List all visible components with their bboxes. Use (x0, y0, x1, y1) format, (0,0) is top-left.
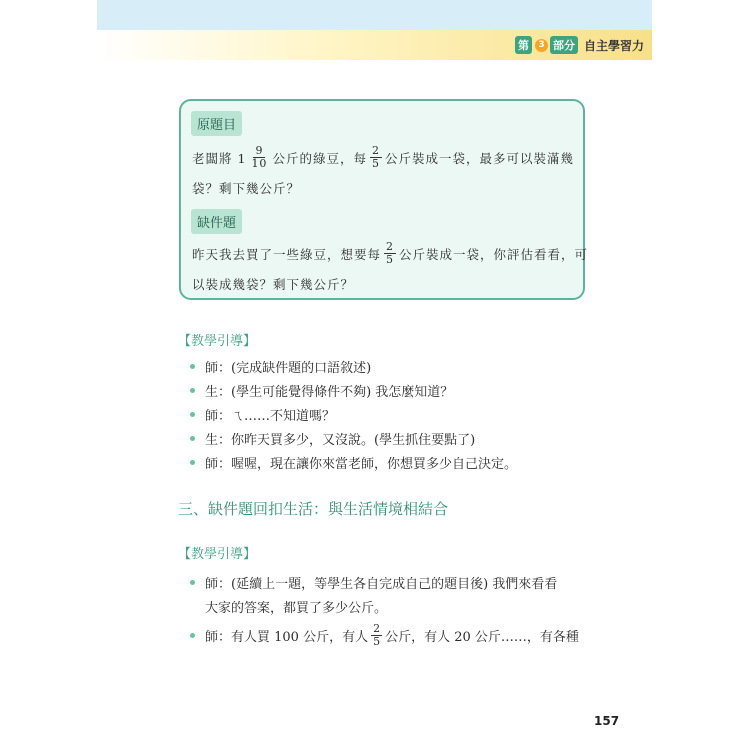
original-problem-line2: 袋？剩下幾公斤？ (192, 181, 301, 196)
bullet-dot (190, 364, 195, 369)
original-text-pre: 老闆將 1 (192, 150, 247, 166)
missing-problem-tag: 缺件題 (191, 209, 242, 234)
fraction-denominator: 10 (251, 157, 268, 170)
fraction-denominator: 5 (371, 157, 380, 170)
fraction-denominator: 5 (373, 635, 381, 648)
dialogue-item (190, 405, 335, 424)
dialogue-continuation: 大家的答案，都買了多少公斤。 (205, 601, 388, 616)
dialogue-item (190, 429, 475, 448)
fraction-nine-tenths (249, 145, 269, 170)
bullet-dot (190, 633, 195, 638)
teaching-guide-title: 【教學引導】 (178, 547, 257, 562)
fraction-numerator: 2 (386, 240, 395, 253)
dialogue-text: 生：你昨天買多少，又沒說。(學生抓住要點了) (205, 433, 476, 448)
section-heading: 三、缺件題回扣生活：與生活情境相結合 (178, 500, 449, 518)
fraction-numerator: 2 (373, 622, 381, 635)
fraction-numerator: 9 (255, 144, 264, 157)
dialogue-item (190, 453, 517, 472)
missing-problem-line2: 以裝成幾袋？剩下幾公斤？ (192, 277, 355, 292)
dialogue-text: 師：喔喔，現在讓你來當老師，你想買多少自己決定。 (205, 457, 518, 472)
part-label (515, 32, 652, 58)
bullet-dot (190, 412, 195, 417)
dialogue-text: 師：ㄟ……不知道嗎？ (205, 409, 336, 424)
dialogue-text: 師：(完成缺件題的口語敘述) (205, 361, 372, 376)
original-problem-line1 (192, 145, 574, 170)
page-number: 157 (594, 714, 620, 728)
dialogue-text-post: 公斤，有人 20 公斤……，有各種 (385, 630, 579, 645)
dialogue-text-pre: 師：有人買 100 公斤，有人 (205, 630, 369, 645)
dialogue-text: 生：(學生可能覺得條件不夠) 我怎麼知道？ (205, 385, 454, 400)
original-text-mid: 公斤的綠豆，每 (272, 150, 367, 166)
missing-problem-line1 (192, 241, 588, 266)
fraction-two-fifths (370, 145, 382, 170)
dialogue-item (190, 381, 453, 400)
part-pill-right: 部分 (550, 36, 578, 54)
fraction-two-fifths (384, 241, 396, 266)
dialogue-text: 師：(延續上一題，等學生各自完成自己的題目後) 我們來看看 (205, 577, 558, 592)
missing-text-post: 公斤裝成一袋，你評估看看，可 (399, 246, 589, 262)
bullet-dot (190, 460, 195, 465)
fraction-denominator: 5 (386, 253, 395, 266)
missing-text-pre: 昨天我去買了一些綠豆，想要每 (192, 246, 382, 262)
problem-box (179, 99, 589, 300)
fraction-numerator: 2 (371, 144, 380, 157)
part-number-badge: 3 (535, 39, 548, 52)
original-text-post: 公斤裝成一袋，最多可以裝滿幾 (384, 150, 574, 166)
teaching-guide-title: 【教學引導】 (178, 334, 257, 349)
running-header (97, 30, 652, 60)
bullet-dot (190, 436, 195, 441)
bullet-dot (190, 580, 195, 585)
bullet-dot (190, 388, 195, 393)
dialogue-item (190, 573, 557, 592)
fraction-two-fifths (371, 623, 382, 648)
dialogue-item (190, 623, 579, 648)
series-title: 自主學習力 (583, 38, 644, 53)
top-color-band (97, 0, 652, 30)
dialogue-item (190, 357, 371, 376)
part-pill-left: 第 (515, 36, 532, 54)
original-problem-tag: 原題目 (191, 111, 242, 136)
